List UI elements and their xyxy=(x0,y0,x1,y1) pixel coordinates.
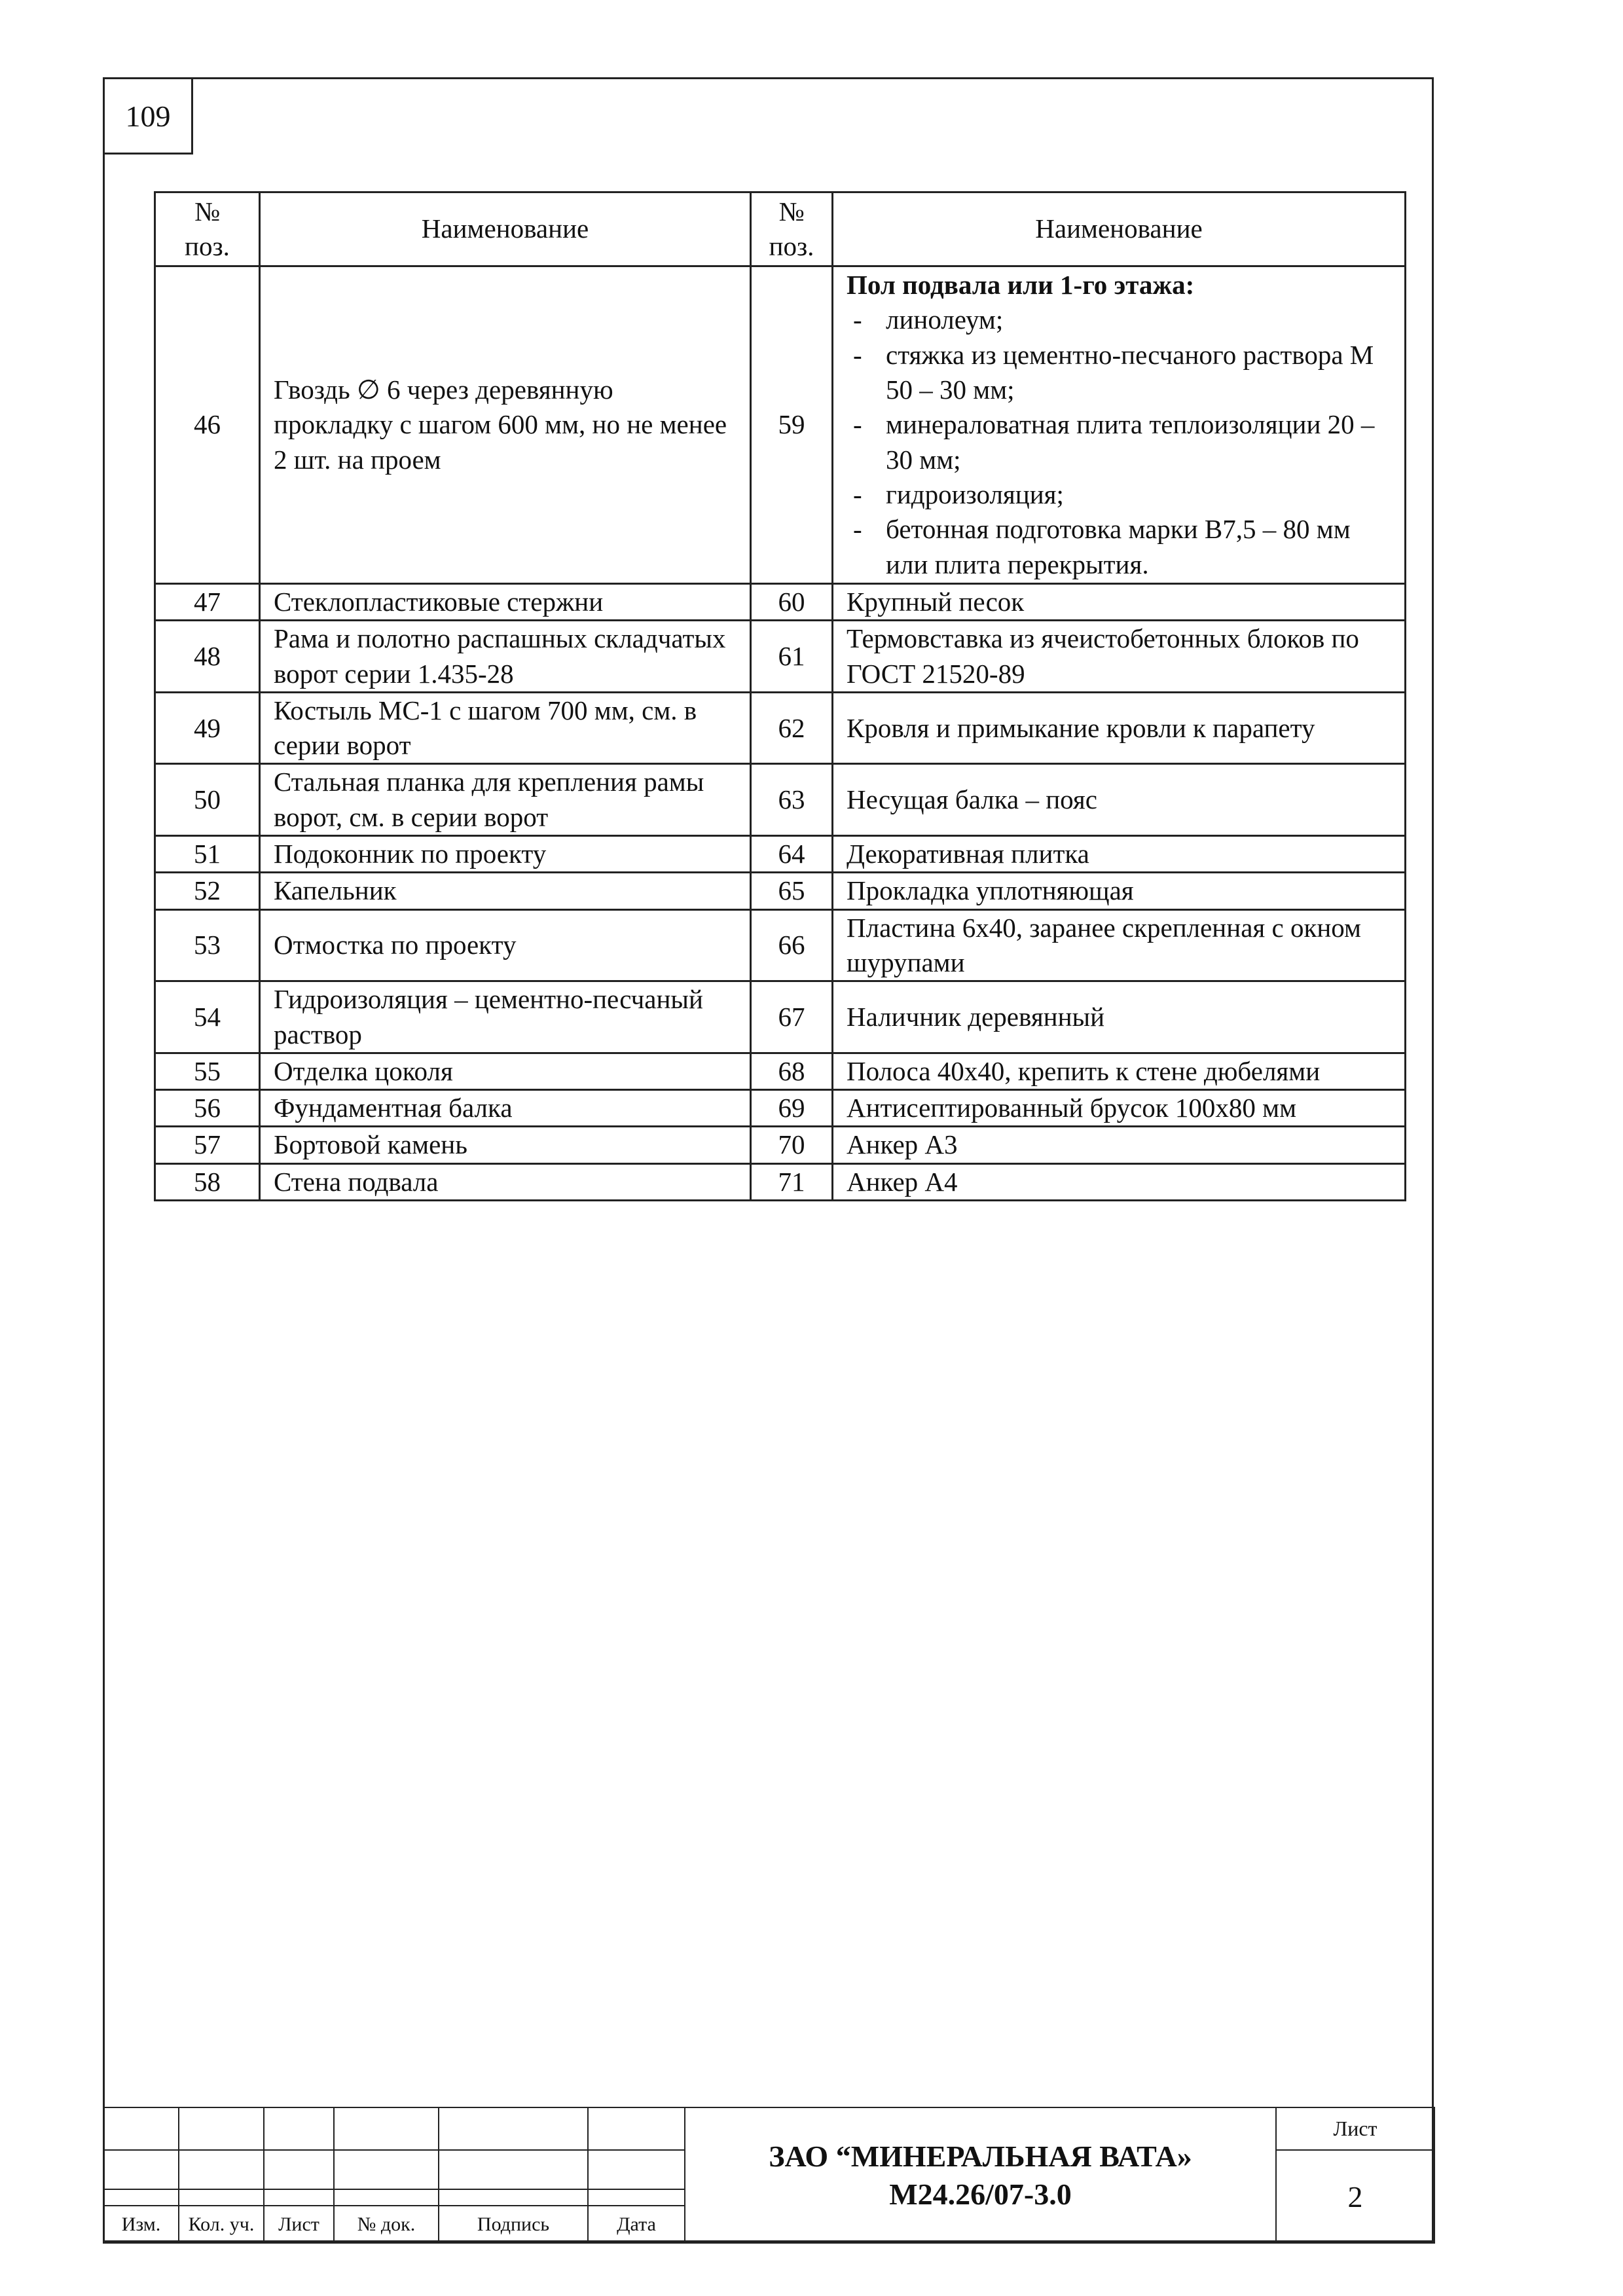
floor-layer-item: - минераловатная плита теплоизоляции 20 – 30 мм; xyxy=(847,407,1391,477)
floor-layer-item: - гидроизоляция; xyxy=(847,477,1391,512)
item-name: Рама и полотно распашных складчатых ворот серии 1.435-28 xyxy=(260,621,751,693)
position-number: 68 xyxy=(751,1053,833,1089)
table-row xyxy=(155,1127,1406,1163)
position-number: 71 xyxy=(751,1163,833,1200)
table-header-row xyxy=(155,192,1406,266)
position-number: 69 xyxy=(751,1090,833,1127)
item-name: Несущая балка – пояс xyxy=(833,764,1406,836)
table-row xyxy=(155,873,1406,909)
position-number: 48 xyxy=(155,621,260,693)
floor-layer-item: - бетонная подготовка марки В7,5 – 80 мм или плита перекрытия. xyxy=(847,512,1391,582)
position-number: 67 xyxy=(751,981,833,1053)
floor-layer-item: - линолеум; xyxy=(847,302,1391,337)
item-name: Гидроизоляция – цементно-песчаный раствор xyxy=(260,981,751,1053)
position-number: 61 xyxy=(751,621,833,693)
item-name: Термовставка из ячеистобетонных блоков по ГОСТ 21520-89 xyxy=(833,621,1406,693)
table-row xyxy=(155,1090,1406,1127)
position-number: 47 xyxy=(155,584,260,621)
specification-table xyxy=(154,191,1406,1201)
title-block-label: Лист xyxy=(264,2206,334,2243)
table-row xyxy=(155,584,1406,621)
position-number: 54 xyxy=(155,981,260,1053)
table-row xyxy=(155,692,1406,764)
floor-composition-title: Пол подвала или 1-го этажа: xyxy=(847,270,1195,301)
item-name: Капельник xyxy=(260,873,751,909)
sheet-label: Лист xyxy=(1276,2107,1434,2150)
table-row xyxy=(155,621,1406,693)
item-name: Кровля и примыкание кровли к парапету xyxy=(833,692,1406,764)
position-number: 58 xyxy=(155,1163,260,1200)
floor-layer-item: - стяжка из цементно-песчаного раствора М 50 – 30 мм; xyxy=(847,338,1391,408)
table-row xyxy=(155,1163,1406,1200)
position-number: 60 xyxy=(751,584,833,621)
position-number: 70 xyxy=(751,1127,833,1163)
item-name: Крупный песок xyxy=(833,584,1406,621)
position-number: 49 xyxy=(155,692,260,764)
floor-composition-list xyxy=(847,302,1391,581)
title-block-organization xyxy=(685,2107,1276,2243)
position-number: 55 xyxy=(155,1053,260,1089)
position-number: 66 xyxy=(751,909,833,981)
position-number: 65 xyxy=(751,873,833,909)
item-name: Анкер А3 xyxy=(833,1127,1406,1163)
table-row xyxy=(155,909,1406,981)
item-name: Гвоздь ∅ 6 через деревянную прокладку с шагом 600 мм, но не менее 2 шт. на проем xyxy=(260,266,751,584)
item-name: Антисептированный брусок 100х80 мм xyxy=(833,1090,1406,1127)
title-block-label: Изм. xyxy=(103,2206,179,2243)
item-name: Пластина 6х40, заранее скрепленная с окном шурупами xyxy=(833,909,1406,981)
title-block xyxy=(103,2107,1435,2244)
position-number: 63 xyxy=(751,764,833,836)
floor-composition-cell xyxy=(833,266,1406,584)
item-name: Бортовой камень xyxy=(260,1127,751,1163)
item-name: Стеклопластиковые стержни xyxy=(260,584,751,621)
position-number: 46 xyxy=(155,266,260,584)
title-block-label: Подпись xyxy=(439,2206,588,2243)
table-row xyxy=(155,764,1406,836)
item-name: Декоративная плитка xyxy=(833,836,1406,873)
position-number: 62 xyxy=(751,692,833,764)
item-name: Стальная планка для крепления рамы ворот, см. в серии ворот xyxy=(260,764,751,836)
item-name: Анкер А4 xyxy=(833,1163,1406,1200)
table-row xyxy=(155,266,1406,584)
position-number: 50 xyxy=(155,764,260,836)
document-code: М24.26/07-3.0 xyxy=(889,2177,1072,2211)
title-block-label: Кол. уч. xyxy=(179,2206,264,2243)
title-block-label: № док. xyxy=(334,2206,439,2243)
header-pos-left: № поз. xyxy=(155,192,260,266)
page-number: 109 xyxy=(103,77,193,155)
item-name: Отмостка по проекту xyxy=(260,909,751,981)
item-name: Прокладка уплотняющая xyxy=(833,873,1406,909)
header-pos-right: № поз. xyxy=(751,192,833,266)
table-row xyxy=(155,836,1406,873)
position-number: 53 xyxy=(155,909,260,981)
item-name: Фундаментная балка xyxy=(260,1090,751,1127)
position-number: 56 xyxy=(155,1090,260,1127)
header-name-left: Наименование xyxy=(260,192,751,266)
item-name: Костыль МС-1 с шагом 700 мм, см. в серии ворот xyxy=(260,692,751,764)
position-number: 51 xyxy=(155,836,260,873)
item-name: Отделка цоколя xyxy=(260,1053,751,1089)
item-name: Стена подвала xyxy=(260,1163,751,1200)
position-number: 52 xyxy=(155,873,260,909)
position-number: 59 xyxy=(751,266,833,584)
position-number: 57 xyxy=(155,1127,260,1163)
organization-name: ЗАО “МИНЕРАЛЬНАЯ ВАТА» xyxy=(769,2140,1192,2173)
item-name: Полоса 40х40, крепить к стене дюбелями xyxy=(833,1053,1406,1089)
title-block-label: Дата xyxy=(588,2206,685,2243)
item-name: Наличник деревянный xyxy=(833,981,1406,1053)
header-name-right: Наименование xyxy=(833,192,1406,266)
table-row xyxy=(155,981,1406,1053)
position-number: 64 xyxy=(751,836,833,873)
table-row xyxy=(155,1053,1406,1089)
item-name: Подоконник по проекту xyxy=(260,836,751,873)
sheet-number: 2 xyxy=(1276,2150,1434,2243)
